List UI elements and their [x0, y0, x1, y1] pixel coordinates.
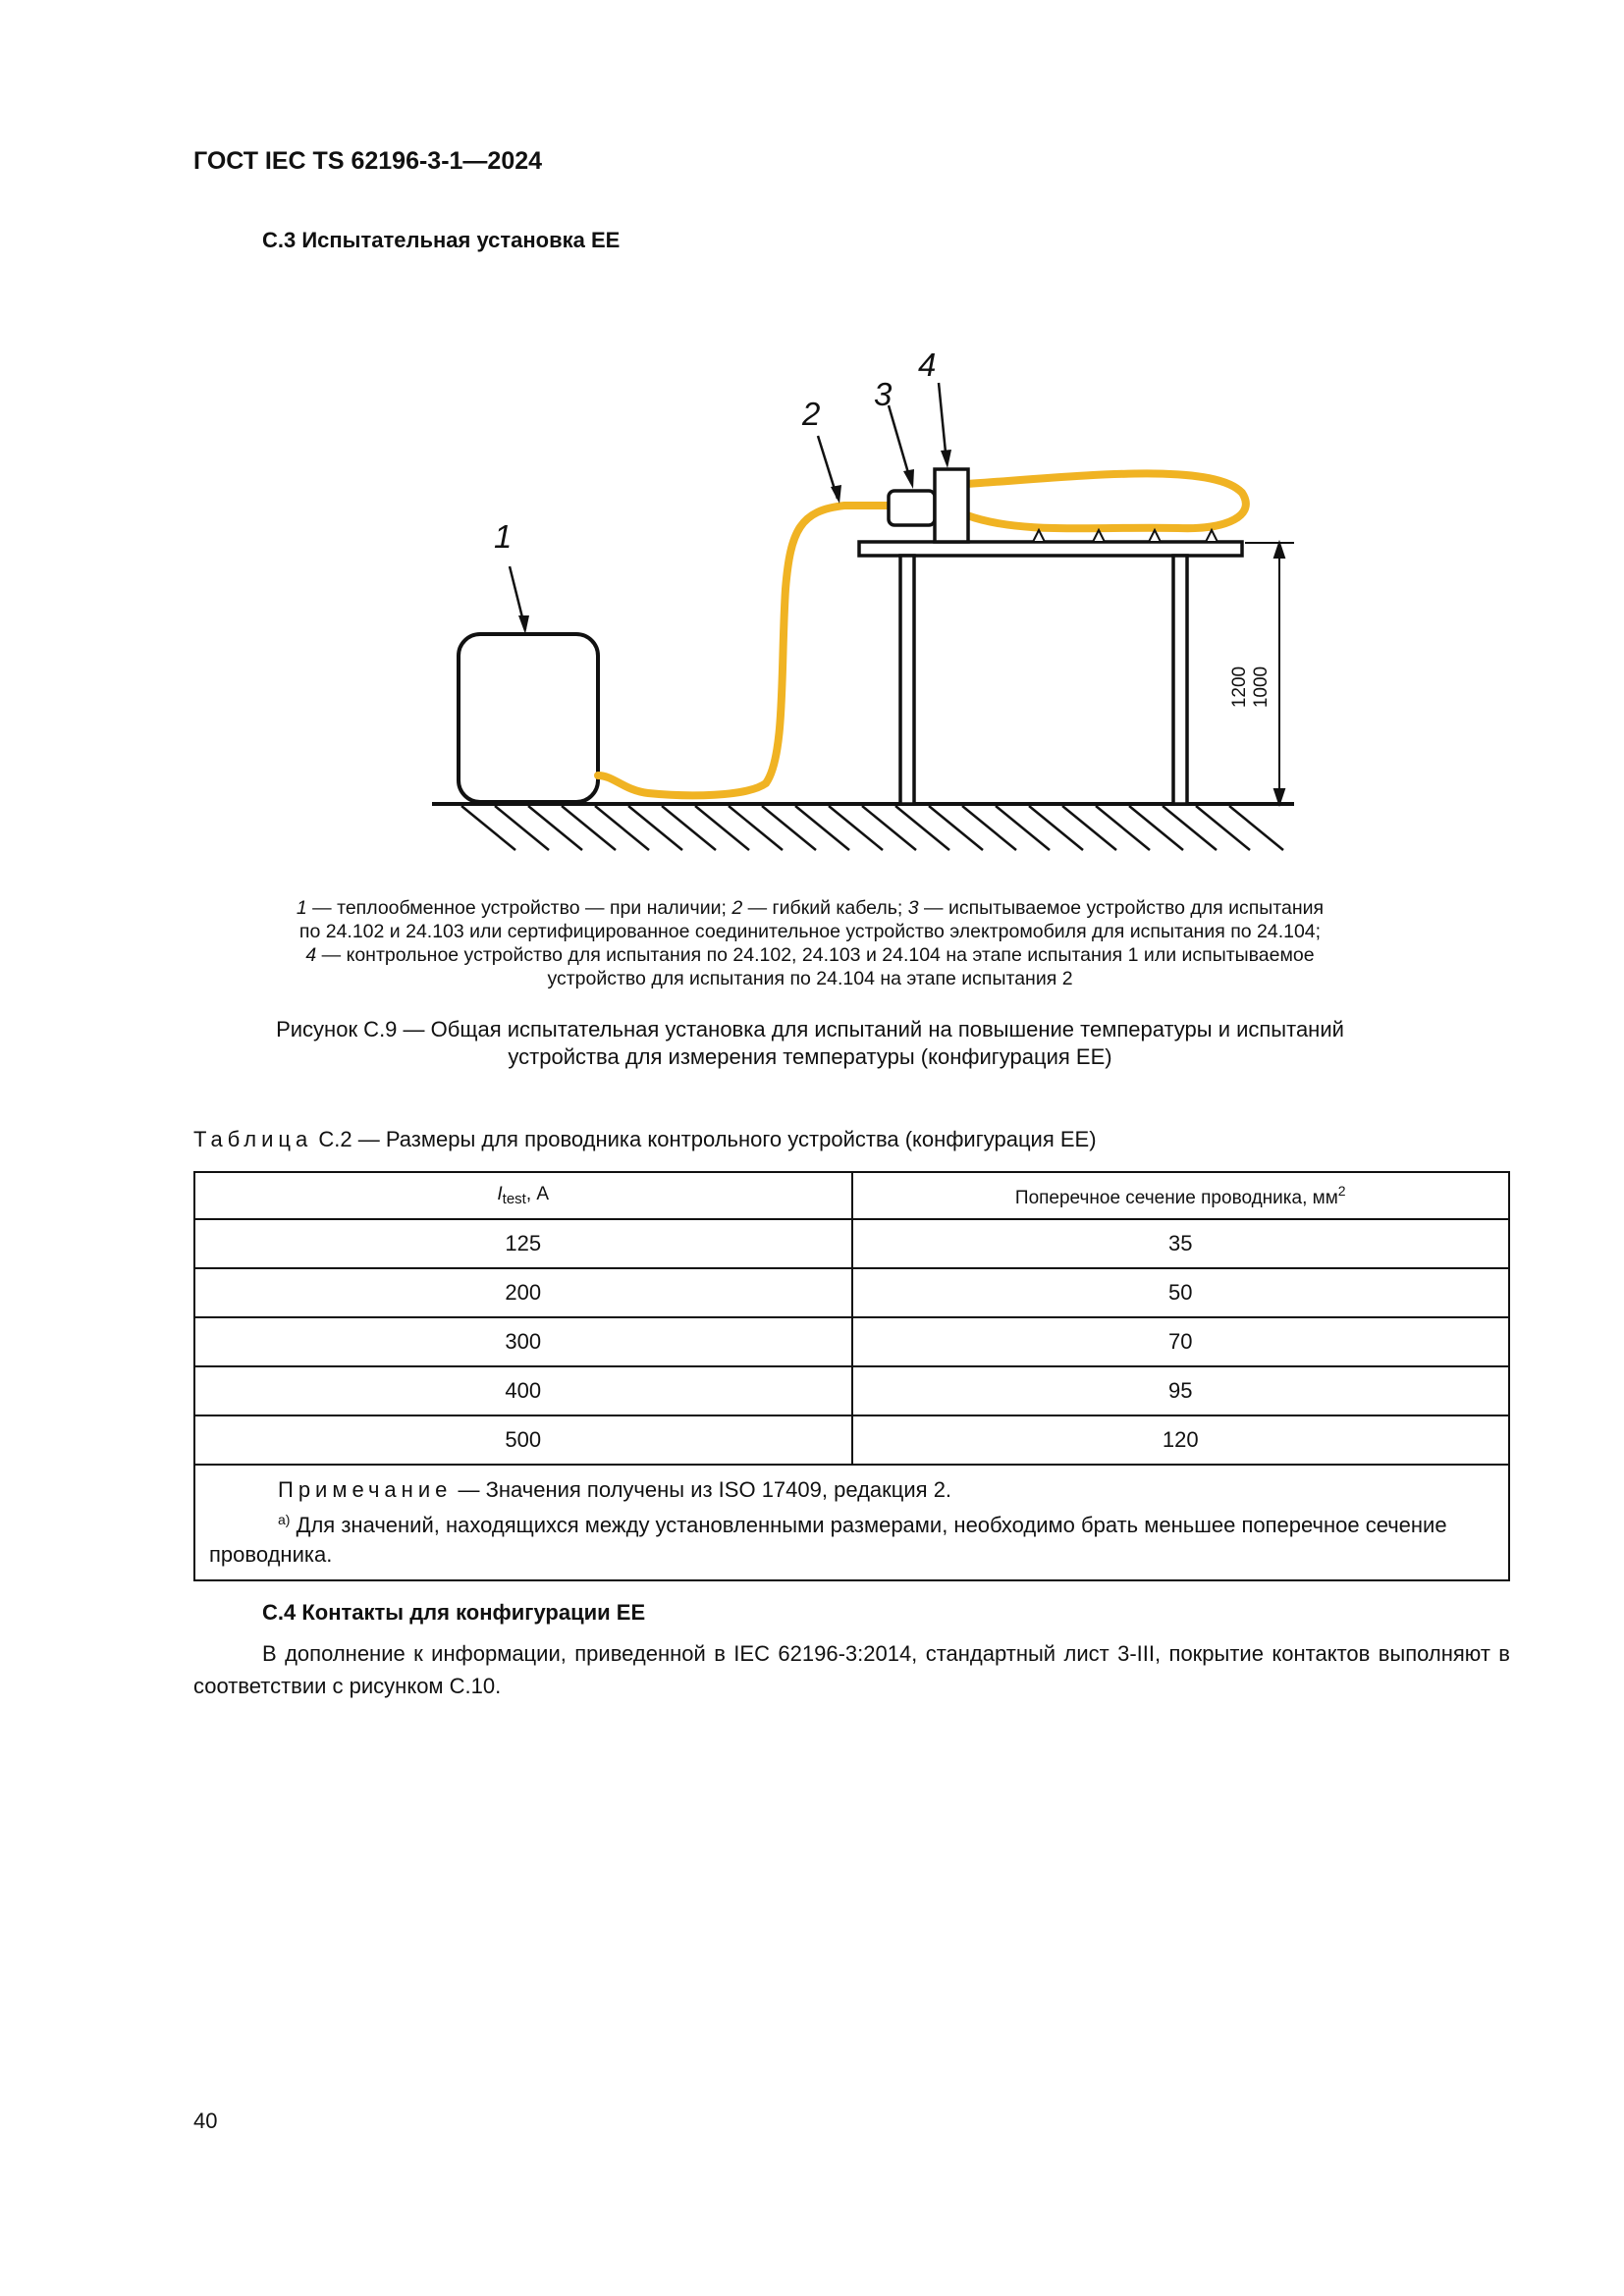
- footnote-line: [209, 1505, 1494, 1570]
- figure-legend: [187, 896, 1434, 990]
- note-label: Примечание: [278, 1477, 453, 1502]
- legend-line-4: устройство для испытания по 24.104 на этапе испытания 2: [547, 968, 1073, 989]
- table-note: [194, 1465, 1509, 1580]
- ground-hatching: [461, 806, 1283, 850]
- callout-arrow-4: [941, 450, 951, 468]
- table-row: [194, 1366, 1509, 1415]
- table-row: [194, 1317, 1509, 1366]
- callout-label-4: 4: [918, 347, 937, 383]
- cell-current: 400: [194, 1366, 852, 1415]
- control-device: [935, 469, 968, 542]
- legend-line-1: [187, 896, 1434, 920]
- figure-caption: [187, 1016, 1434, 1071]
- column-header-current: [194, 1172, 852, 1219]
- legend-text-2: — гибкий кабель;: [742, 897, 908, 919]
- current-unit: , А: [525, 1184, 550, 1204]
- callout-label-2: 2: [802, 396, 821, 432]
- cell-current: 200: [194, 1268, 852, 1317]
- page-number: 40: [193, 2109, 218, 2133]
- table-row: [194, 1219, 1509, 1268]
- table-top: [859, 542, 1242, 556]
- legend-text-1: — теплообменное устройство — при наличии;: [306, 897, 732, 919]
- table-header-row: [194, 1172, 1509, 1219]
- flexible-cable: [598, 506, 889, 795]
- footnote-mark: a): [278, 1512, 291, 1527]
- cell-current: 500: [194, 1415, 852, 1465]
- footnote-text: Для значений, находящихся между установленными размерами, необходимо брать меньшее поперечное сечение проводника.: [209, 1513, 1447, 1567]
- cell-section: 95: [852, 1366, 1510, 1415]
- legend-num-2: 2: [731, 897, 743, 919]
- cell-section: 120: [852, 1415, 1510, 1465]
- legend-text-4: — контрольное устройство для испытания по 24.102, 24.103 и 24.104 на этапе испытания 1 или испытываемое: [316, 944, 1315, 966]
- cell-section: 50: [852, 1268, 1510, 1317]
- table-leg-left: [900, 556, 914, 804]
- legend-text-3: — испытываемое устройство для испытания: [918, 897, 1325, 919]
- conductor-size-table: [193, 1171, 1510, 1581]
- section-header-sup: 2: [1337, 1182, 1346, 1199]
- legend-line-3: [187, 943, 1434, 967]
- section-heading-c4: С.4 Контакты для конфигурации ЕЕ: [262, 1600, 646, 1625]
- cell-section: 35: [852, 1219, 1510, 1268]
- cell-current: 125: [194, 1219, 852, 1268]
- callout-label-1: 1: [494, 518, 513, 555]
- cell-section: 70: [852, 1317, 1510, 1366]
- dimension-label-1200: 1200: [1229, 666, 1250, 709]
- callout-arrow-2: [831, 485, 841, 504]
- table-leg-right: [1173, 556, 1187, 804]
- heat-exchange-device: [459, 634, 598, 802]
- figure-caption-line-2: устройства для измерения температуры (конфигурация ЕЕ): [508, 1044, 1112, 1069]
- current-symbol: I: [497, 1184, 503, 1204]
- test-setup-figure: [412, 334, 1296, 864]
- table-title-label: Таблица: [193, 1127, 313, 1151]
- section-header-text: Поперечное сечение проводника, мм: [1014, 1187, 1338, 1208]
- note-text: — Значения получены из ISO 17409, редакция 2.: [452, 1477, 952, 1502]
- table-row: [194, 1415, 1509, 1465]
- dimension-label-1000: 1000: [1251, 666, 1272, 709]
- callout-arrow-3: [903, 469, 914, 489]
- cell-current: 300: [194, 1317, 852, 1366]
- cable-loop: [967, 473, 1246, 528]
- section-heading-c3: С.3 Испытательная установка ЕЕ: [262, 228, 621, 252]
- figure-caption-line-1: Рисунок С.9 — Общая испытательная установка для испытаний на повышение температуры и испытаний: [276, 1017, 1344, 1041]
- callout-label-3: 3: [874, 376, 893, 412]
- table-title-text: С.2 — Размеры для проводника контрольного устройства (конфигурация ЕЕ): [312, 1127, 1097, 1151]
- legend-num-1: 1: [296, 897, 307, 919]
- current-subscript: test: [502, 1191, 526, 1207]
- legend-line-2: по 24.102 и 24.103 или сертифицированное соединительное устройство электромобиля для испытания по 24.104;: [298, 921, 1322, 942]
- callout-arrow-1: [518, 615, 529, 634]
- device-under-test: [889, 491, 935, 525]
- column-header-section: [852, 1172, 1510, 1219]
- body-paragraph: В дополнение к информации, приведенной в IEC 62196-3:2014, стандартный лист 3-III, покрытие контактов выполняют в соответствии с рисунком С.10.: [193, 1641, 1510, 1698]
- legend-num-4: 4: [305, 944, 317, 966]
- document-header: ГОСТ IEC TS 62196-3-1—2024: [193, 147, 543, 175]
- table-title: [193, 1127, 1097, 1152]
- note-line: [209, 1475, 1494, 1505]
- legend-num-3: 3: [907, 897, 919, 919]
- table-note-row: [194, 1465, 1509, 1580]
- table-row: [194, 1268, 1509, 1317]
